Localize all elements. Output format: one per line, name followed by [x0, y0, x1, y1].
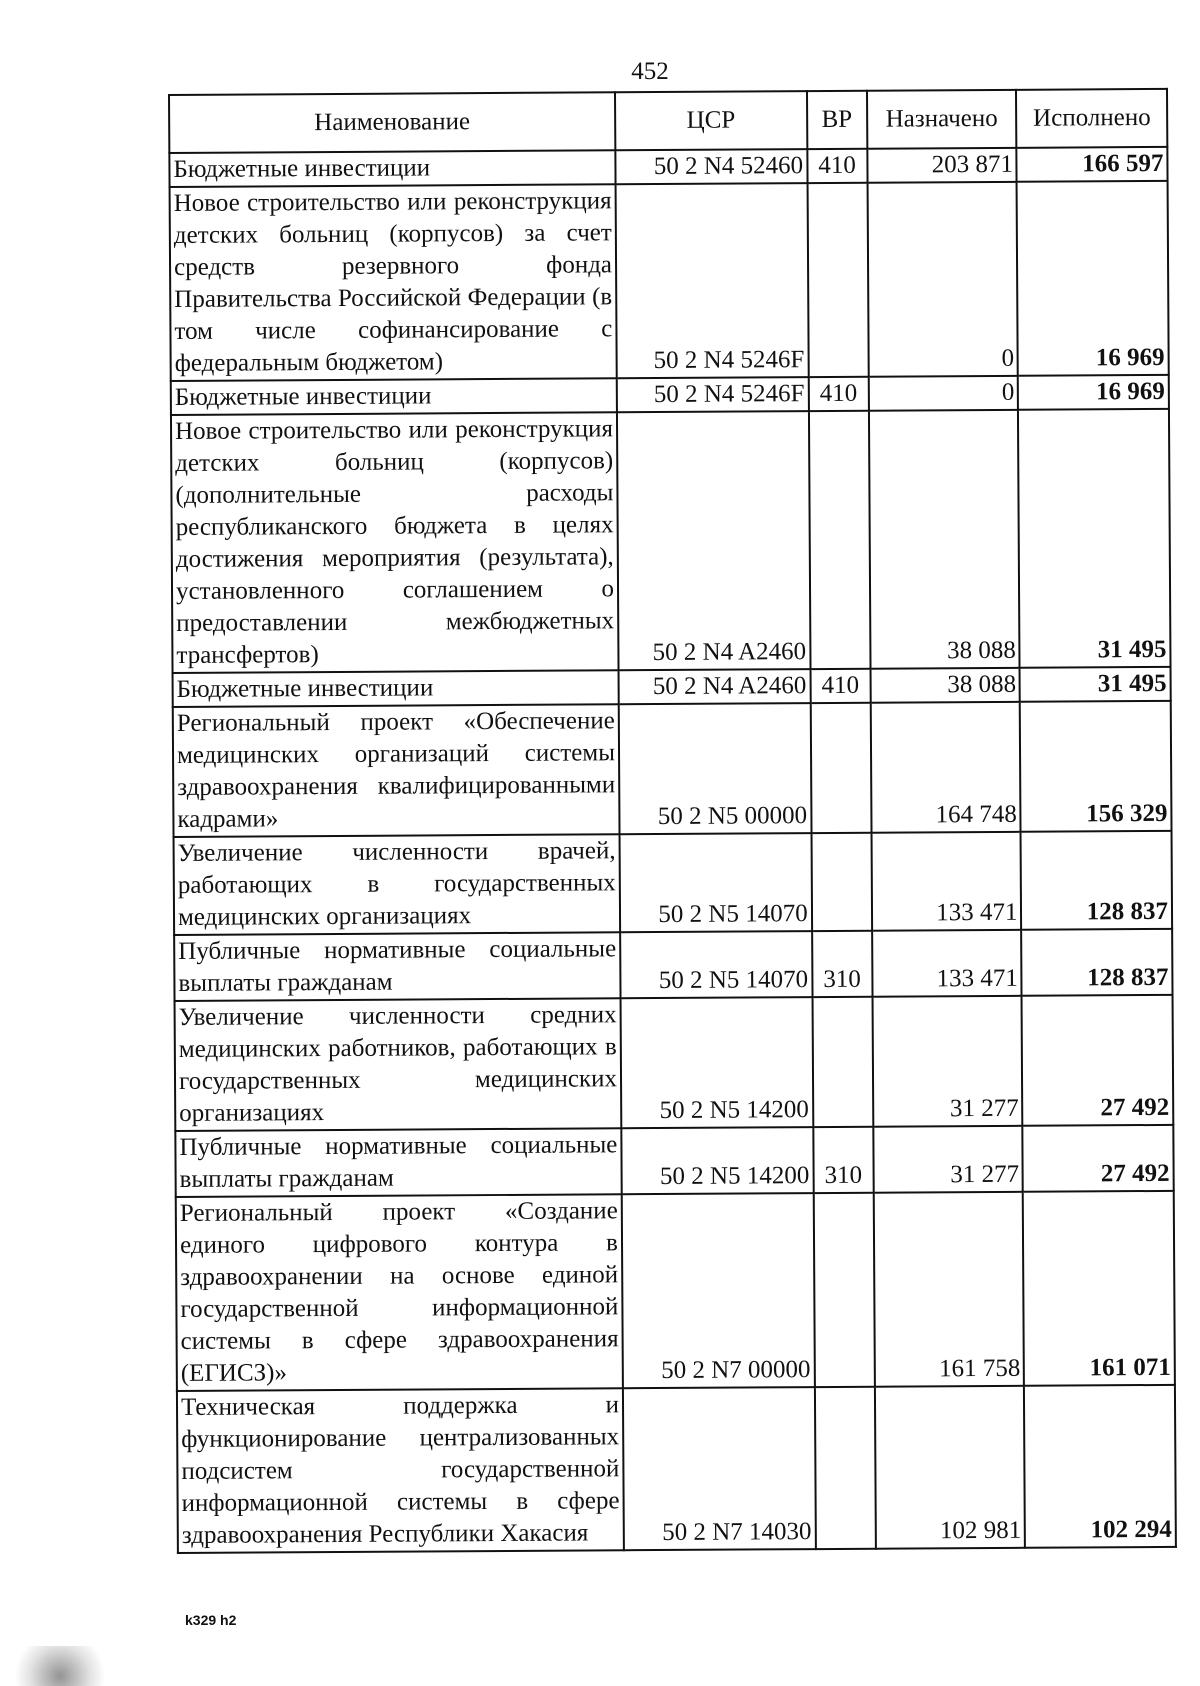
row-assigned: 133 471 — [871, 832, 1021, 931]
row-assigned: 38 088 — [870, 668, 1020, 703]
row-executed: 31 495 — [1018, 409, 1170, 668]
row-csr: 50 2 N5 14200 — [620, 997, 813, 1128]
row-csr: 50 2 N4 5246F — [617, 377, 809, 412]
table-row — [177, 1385, 1176, 1553]
row-csr: 50 2 N7 14030 — [623, 1387, 816, 1550]
row-assigned: 102 981 — [875, 1386, 1026, 1549]
table-row — [175, 995, 1174, 1131]
row-name: Техническая поддержка и функционирование централизованных подсистем государственной информационной системы в сфере здравоохранения Республики Хакасия — [177, 1388, 624, 1553]
row-vr: 310 — [813, 1127, 873, 1193]
row-executed: 16 969 — [1018, 375, 1169, 410]
row-name: Новое строительство или реконструкция детских больниц (корпусов) (дополнительные расходы республиканского бюджета в целях достижения мероприятия (результата), установленного соглашением о предоставлении межбюджетных трансфертов) — [171, 412, 618, 673]
row-executed: 16 969 — [1017, 181, 1169, 376]
row-vr — [815, 1387, 876, 1549]
header-name: Наименование — [169, 92, 615, 153]
row-executed: 156 329 — [1020, 701, 1171, 832]
row-csr: 50 2 N4 A2460 — [618, 669, 810, 704]
row-vr — [811, 833, 872, 931]
row-assigned: 164 748 — [870, 702, 1021, 833]
row-csr: 50 2 N4 A2460 — [617, 411, 810, 670]
table-header-row — [169, 89, 1167, 153]
row-executed: 128 837 — [1021, 831, 1172, 930]
row-assigned: 31 277 — [873, 1126, 1023, 1193]
row-vr — [810, 703, 871, 833]
table-row — [171, 409, 1171, 673]
header-csr: ЦСР — [615, 91, 807, 150]
row-csr: 50 2 N5 14070 — [620, 931, 812, 998]
row-assigned: 0 — [867, 182, 1018, 377]
row-name: Бюджетные инвестиции — [173, 670, 619, 707]
row-executed: 166 597 — [1017, 147, 1168, 182]
budget-table — [168, 88, 1177, 1554]
row-csr: 50 2 N5 14070 — [619, 833, 811, 932]
row-assigned: 0 — [868, 376, 1018, 411]
row-name: Региональный проект «Обеспечение медицинских организаций системы здравоохранения квалифицированными кадрами» — [173, 704, 620, 837]
row-executed: 31 495 — [1020, 667, 1171, 702]
row-vr — [813, 1193, 874, 1387]
table-row — [175, 1125, 1173, 1197]
row-executed: 128 837 — [1022, 929, 1173, 996]
table-row — [173, 701, 1172, 837]
row-vr: 410 — [807, 149, 867, 183]
row-name: Увеличение численности средних медицинских работников, работающих в государственных медицинских организациях — [175, 998, 622, 1131]
row-csr: 50 2 N4 5246F — [615, 183, 808, 378]
row-name: Увеличение численности врачей, работающих в государственных медицинских организациях — [174, 834, 621, 935]
table-body — [169, 147, 1176, 1553]
row-executed: 27 492 — [1022, 995, 1173, 1126]
document-code: k329 h2 — [185, 1612, 237, 1628]
table-row — [170, 181, 1169, 381]
row-vr: 410 — [810, 669, 870, 703]
row-vr — [807, 183, 868, 377]
row-name: Региональный проект «Создание единого цифрового контура в здравоохранении на основе единой государственной информационной системы в сфере здравоохранения (ЕГИСЗ)» — [176, 1194, 623, 1391]
row-assigned: 161 758 — [873, 1192, 1024, 1387]
row-csr: 50 2 N4 52460 — [615, 149, 807, 184]
row-name: Публичные нормативные социальные выплаты гражданам — [174, 932, 620, 1001]
row-csr: 50 2 N5 00000 — [619, 703, 812, 834]
row-assigned: 31 277 — [872, 996, 1023, 1127]
row-name: Бюджетные инвестиции — [171, 378, 617, 415]
table-row — [174, 929, 1172, 1001]
row-vr — [812, 997, 873, 1127]
header-executed: Исполнено — [1016, 89, 1167, 148]
row-name: Публичные нормативные социальные выплаты гражданам — [175, 1128, 621, 1197]
row-vr: 410 — [808, 377, 868, 411]
scan-smudge — [0, 1646, 140, 1686]
row-name: Новое строительство или реконструкция детских больниц (корпусов) за счет средств резервного фонда Правительства Российской Федерации (в том числе софинансирование с федеральным бюджетом) — [170, 184, 617, 381]
row-csr: 50 2 N7 00000 — [622, 1193, 815, 1388]
row-vr — [809, 411, 871, 669]
row-csr: 50 2 N5 14200 — [621, 1127, 813, 1194]
row-name: Бюджетные инвестиции — [169, 150, 615, 187]
header-assigned: Назначено — [867, 90, 1017, 149]
table-row — [176, 1191, 1175, 1391]
row-executed: 27 492 — [1023, 1125, 1174, 1192]
row-executed: 102 294 — [1024, 1385, 1176, 1548]
page-number: 452 — [631, 58, 669, 85]
header-vr: ВР — [807, 91, 867, 149]
row-assigned: 38 088 — [869, 410, 1020, 669]
row-executed: 161 071 — [1023, 1191, 1175, 1386]
table-row — [174, 831, 1173, 935]
row-assigned: 133 471 — [872, 930, 1022, 997]
row-vr: 310 — [812, 931, 872, 997]
row-assigned: 203 871 — [867, 148, 1017, 183]
